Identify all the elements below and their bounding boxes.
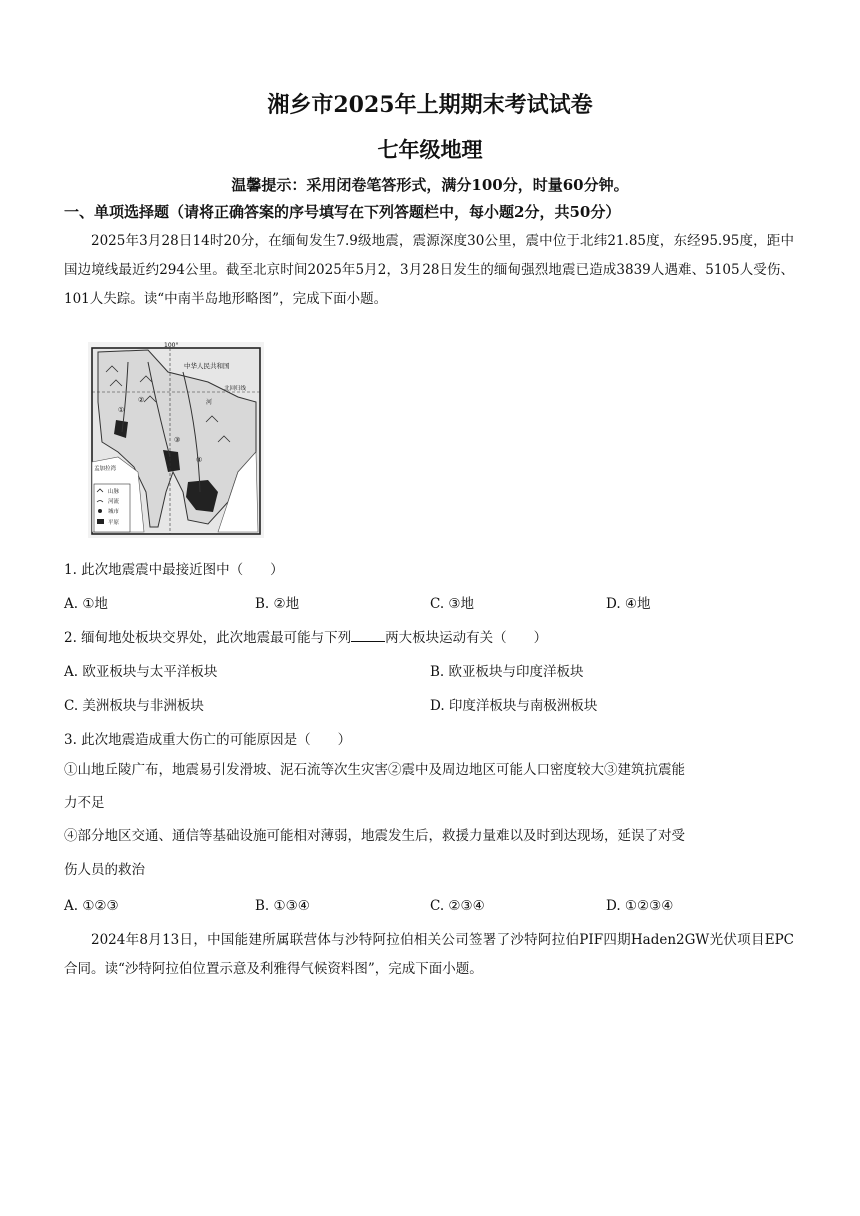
q2-option-a[interactable]: A. 欧亚板块与太平洋板块 — [64, 664, 218, 680]
bay-label: 孟加拉湾 — [94, 466, 117, 472]
q1-option-b[interactable]: B. ②地 — [255, 596, 300, 612]
river-label: 河 — [206, 399, 213, 406]
q2-option-b[interactable]: B. 欧亚板块与印度洋板块 — [430, 664, 584, 680]
q3-option-c[interactable]: C. ②③④ — [430, 898, 485, 914]
tropic-label: 北回归线 — [224, 386, 247, 392]
exam-subtitle: 七年级地理 — [377, 137, 483, 162]
china-label: 中华人民共和国 — [184, 362, 230, 370]
q2-option-d[interactable]: D. 印度洋板块与南极洲板块 — [430, 698, 598, 714]
legend-city: 城市 — [108, 509, 120, 515]
legend-city-icon — [98, 509, 102, 513]
q3-line-1: ①山地丘陵广布，地震易引发滑坡、泥石流等次生灾害②震中及周边地区可能人口密度较大③建筑抗震能 — [64, 762, 685, 778]
q3-line-3: ④部分地区交通、通信等基础设施可能相对薄弱，地震发生后，救援力量难以及时到达现场，延误了对受 — [64, 828, 685, 844]
marker-1: ① — [118, 406, 125, 414]
exam-tip: 温馨提示：采用闭卷笔答形式，满分100分，时量60分钟。 — [231, 176, 629, 194]
exam-title: 湘乡市2025年上期期末考试试卷 — [267, 92, 593, 118]
passage-earthquake: 2025年3月28日14时20分，在缅甸发生7.9级地震，震源深度30公里，震中位于北纬21.85度，东经95.95度，距中国边境线最近约294公里。截至北京时间2025年5月2，3月28日发生的缅甸强烈地震已造成3839人遇难、5105人受伤、101人失踪。读“中南半岛地形略图”，完成下面小题。 — [64, 233, 794, 307]
q1-option-d[interactable]: D. ④地 — [606, 596, 651, 612]
q1-option-c[interactable]: C. ③地 — [430, 596, 475, 612]
legend-river: 河流 — [108, 499, 120, 505]
passage-saudi: 2024年8月13日，中国能建所属联营体与沙特阿拉伯相关公司签署了沙特阿拉伯PIF四期Haden2GW光伏项目EPC合同。读“沙特阿拉伯位置示意及利雅得气候资料图”，完成下面小题。 — [64, 932, 794, 977]
marker-3: ③ — [174, 436, 181, 444]
q1-option-a[interactable]: A. ①地 — [64, 596, 108, 612]
q1-stem: 1. 此次地震震中最接近图中（ ） — [64, 562, 284, 578]
legend-plain: 平原 — [108, 520, 120, 526]
meridian-label: 100° — [164, 342, 179, 349]
q3-option-b[interactable]: B. ①③④ — [255, 898, 310, 914]
section-heading: 一、单项选择题（请将正确答案的序号填写在下列答题栏中，每小题2分，共50分） — [64, 203, 621, 221]
q2-stem-before: 2. 缅甸地处板块交界处，此次地震最可能与下列 — [64, 630, 352, 646]
q3-line-2: 力不足 — [64, 795, 105, 811]
q3-option-a[interactable]: A. ①②③ — [64, 898, 119, 914]
q2-stem — [64, 626, 547, 646]
legend-plain-icon — [97, 519, 104, 524]
legend-mountain: 山脉 — [108, 489, 120, 495]
indochina-terrain-map — [88, 342, 264, 538]
marker-2: ② — [138, 396, 145, 404]
q3-option-d[interactable]: D. ①②③④ — [606, 898, 674, 914]
q2-blank — [351, 629, 385, 642]
q2-stem-after: 两大板块运动有关（ ） — [385, 630, 548, 646]
marker-4: ④ — [196, 456, 203, 464]
q2-option-c[interactable]: C. 美洲板块与非洲板块 — [64, 698, 204, 714]
q3-stem: 3. 此次地震造成重大伤亡的可能原因是（ ） — [64, 732, 352, 748]
q3-line-4: 伤人员的救治 — [64, 862, 145, 878]
